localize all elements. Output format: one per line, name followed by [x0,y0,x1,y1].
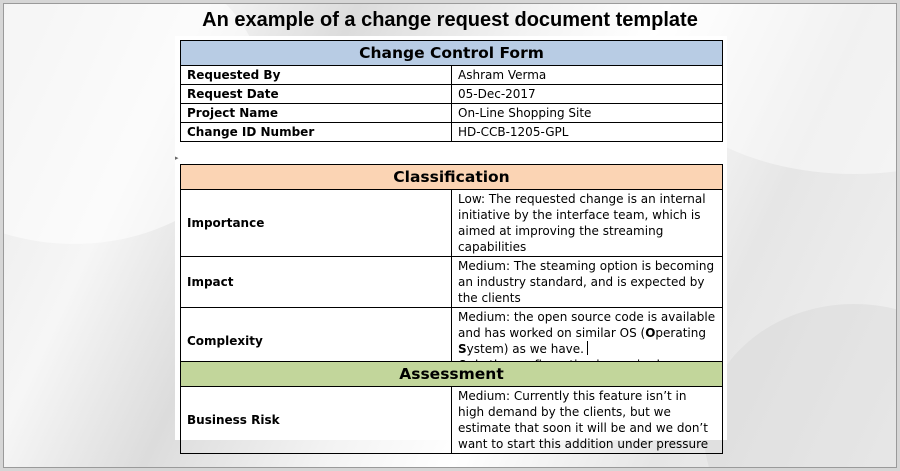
field-value[interactable]: Medium: Currently this feature isn’t in high demand by the clients, but we estimate that soon it will be and we don’t want to start this addition under pressure [452,387,723,454]
section-header-change-control: Change Control Form [181,41,723,66]
field-label: Request Date [181,85,452,104]
page-title: An example of a change request document template [202,9,698,31]
value-text: perating [655,326,706,340]
field-label: Project Name [181,104,452,123]
field-value[interactable]: Medium: The steaming option is becoming an industry standard, and is expected by the clients [452,257,723,308]
field-value[interactable]: On-Line Shopping Site [452,104,723,123]
field-value[interactable]: 05-Dec-2017 [452,85,723,104]
classification-table [180,164,723,375]
field-label: Change ID Number [181,123,452,142]
value-text-bold: S [458,342,467,356]
section-header-assessment: Assessment [181,362,723,387]
table-row [181,66,723,85]
field-label: Business Risk [181,387,452,454]
assessment-table [180,361,723,454]
paragraph-mark: ▸ [175,155,179,162]
field-label: Complexity [181,308,452,375]
table-row [181,257,723,308]
field-value[interactable]: Ashram Verma [452,66,723,85]
field-value[interactable]: HD-CCB-1205-GPL [452,123,723,142]
field-label: Importance [181,190,452,257]
value-text-bold: O [645,326,656,340]
table-row [181,85,723,104]
table-row [181,104,723,123]
value-text: Medium: the open source code is available and has worked on similar OS ( [458,310,716,340]
field-value[interactable]: Low: The requested change is an internal initiative by the interface team, which is aimed at improving the streaming capabilities [452,190,723,257]
document-page [175,36,727,451]
change-control-table [180,40,723,142]
table-row [181,123,723,142]
field-label: Impact [181,257,452,308]
table-row [181,190,723,257]
text-cursor [587,341,588,355]
table-row [181,387,723,454]
background-swoosh [704,304,897,468]
section-header-classification: Classification [181,165,723,190]
value-text: ystem) as we have. [466,342,584,356]
field-label: Requested By [181,66,452,85]
